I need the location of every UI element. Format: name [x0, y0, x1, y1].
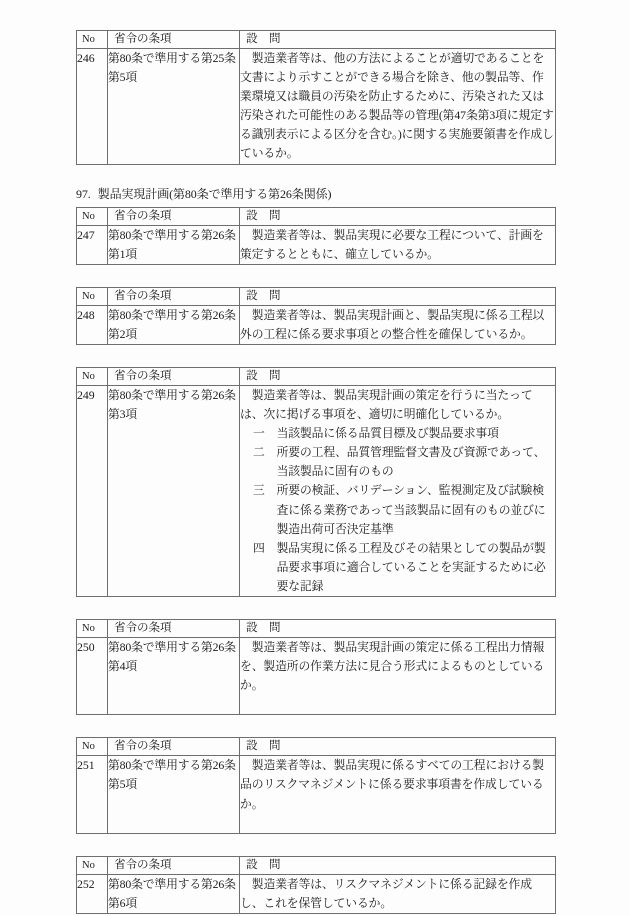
question-table — [76, 30, 556, 165]
list-item-marker: 三 — [252, 483, 265, 498]
question-table-block-246 — [76, 30, 556, 165]
list-item-marker: 四 — [252, 540, 265, 555]
header-question-char-1: 設 — [246, 209, 258, 222]
question-table-block-252 — [76, 856, 556, 914]
cell-no: 252 — [77, 874, 108, 913]
question-paragraph: 製造業者等は、製品実現計画の策定に係る工程出力情報を、製造所の作業方法に見合う形式によるものとしているか。 — [240, 639, 545, 693]
table-row — [77, 874, 556, 913]
table-row — [77, 305, 556, 344]
header-cell-question — [240, 856, 556, 874]
spacer — [76, 265, 556, 287]
list-item-text: 当該製品に係る品質目標及び製品要求事項 — [276, 426, 499, 441]
cell-no: 251 — [77, 756, 108, 833]
question-paragraph: 製造業者等は、製品実現に必要な工程について、計画を策定するとともに、確立しているか。 — [240, 227, 544, 261]
enumerated-item-list — [240, 424, 555, 596]
question-table — [76, 207, 556, 265]
list-item — [240, 481, 555, 538]
question-paragraph: 製造業者等は、リスクマネジメントに係る記録を作成し、これを保管しているか。 — [240, 876, 532, 910]
cell-question — [240, 756, 556, 833]
table-row — [77, 385, 556, 596]
header-question-char-2: 問 — [269, 289, 281, 302]
header-question-char-2: 問 — [269, 33, 281, 45]
spacer — [76, 834, 556, 856]
section-heading — [76, 187, 556, 202]
header-question-char-1: 設 — [246, 33, 258, 45]
header-question-char-2: 問 — [269, 740, 281, 753]
section-heading-title: 製品実現計画(第80条で準用する第26条関係) — [97, 186, 332, 201]
section-heading-number: 97. — [76, 186, 91, 201]
header-cell-no: No — [77, 856, 108, 874]
table-header-row — [77, 31, 556, 49]
header-cell-article: 省令の条項 — [108, 619, 240, 637]
question-table — [76, 737, 556, 833]
header-question-char-2: 問 — [269, 621, 281, 634]
question-paragraph: 製造業者等は、製品実現計画と、製品実現に係る工程以外の工程に係る要求事項との整合性を確保しているか。 — [240, 307, 545, 341]
cell-article: 第80条で準用する第26条第6項 — [108, 874, 240, 913]
header-cell-question — [240, 31, 556, 49]
question-table-block-247 — [76, 207, 556, 265]
question-table — [76, 287, 556, 345]
table-row — [77, 225, 556, 264]
header-question-char-1: 設 — [246, 740, 258, 753]
cell-question — [240, 305, 556, 344]
header-question-char-1: 設 — [246, 289, 258, 302]
table-header-row — [77, 738, 556, 756]
row-height-filler — [240, 814, 555, 833]
cell-question — [240, 385, 556, 596]
header-cell-question — [240, 738, 556, 756]
cell-article: 第80条で準用する第25条第5項 — [108, 49, 240, 165]
cell-no: 246 — [77, 49, 108, 165]
table-header-row — [77, 207, 556, 225]
list-item-text: 製品実現に係る工程及びその結果としての製品が製品要求事項に適合していることを実証するために必要な記録 — [276, 540, 546, 593]
header-cell-question — [240, 619, 556, 637]
cell-no: 250 — [77, 637, 108, 714]
header-question-char-1: 設 — [246, 858, 258, 871]
spacer — [76, 597, 556, 619]
cell-no: 249 — [77, 385, 108, 596]
question-paragraph: 製造業者等は、製品実現計画の策定を行うに当たっては、次に掲げる事項を、適切に明確化しているか。 — [240, 387, 533, 422]
header-cell-article: 省令の条項 — [108, 738, 240, 756]
table-header-row — [77, 287, 556, 305]
list-item-marker: 一 — [252, 426, 265, 441]
cell-article: 第80条で準用する第26条第5項 — [108, 756, 240, 833]
spacer — [76, 715, 556, 737]
header-cell-article: 省令の条項 — [108, 207, 240, 225]
header-cell-question — [240, 367, 556, 385]
question-paragraph: 製造業者等は、製品実現に係るすべての工程における製品のリスクマネジメントに係る要求事項書を作成しているか。 — [240, 758, 544, 811]
header-question-char-2: 問 — [269, 209, 281, 222]
header-cell-no: No — [77, 207, 108, 225]
header-cell-article: 省令の条項 — [108, 367, 240, 385]
table-row — [77, 637, 556, 714]
spacer — [76, 165, 556, 187]
question-table-block-250 — [76, 619, 556, 715]
header-cell-article: 省令の条項 — [108, 31, 240, 49]
question-paragraph: 製造業者等は、他の方法によることが適切であることを文書により示すことができる場合を除き、他の製品等、作業環境又は職員の汚染を防止するために、汚染された又は汚染された可能性のある製品等の管理(第47条第3項に規定する識別表示による区分を含む。)に関する実施要領書を作成しているか。 — [240, 51, 554, 161]
header-question-char-2: 問 — [269, 369, 281, 382]
header-question-char-1: 設 — [246, 369, 258, 382]
table-header-row — [77, 619, 556, 637]
list-item-marker: 二 — [252, 445, 265, 460]
cell-article: 第80条で準用する第26条第2項 — [108, 305, 240, 344]
table-header-row — [77, 367, 556, 385]
list-item — [240, 424, 555, 443]
header-cell-no: No — [77, 738, 108, 756]
header-cell-article: 省令の条項 — [108, 856, 240, 874]
question-table-block-251 — [76, 737, 556, 833]
row-height-filler — [240, 695, 555, 714]
header-cell-no: No — [77, 619, 108, 637]
cell-question — [240, 49, 556, 165]
header-cell-question — [240, 207, 556, 225]
cell-no: 248 — [77, 305, 108, 344]
header-cell-no: No — [77, 31, 108, 49]
list-item — [240, 539, 555, 596]
header-question-char-1: 設 — [246, 621, 258, 634]
cell-article: 第80条で準用する第26条第3項 — [108, 385, 240, 596]
question-table — [76, 619, 556, 715]
list-item — [240, 443, 555, 481]
list-item-text: 所要の工程、品質管理監督文書及び資源であって、当該製品に固有のもの — [276, 445, 546, 479]
cell-article: 第80条で準用する第26条第1項 — [108, 225, 240, 264]
header-cell-no: No — [77, 367, 108, 385]
table-row — [77, 49, 556, 165]
header-cell-question — [240, 287, 556, 305]
question-table-block-249 — [76, 367, 556, 597]
header-question-char-2: 問 — [269, 858, 281, 871]
list-item-text: 所要の検証、バリデーション、監視測定及び試験検査に係る業務であって当該製品に固有のもの並びに製造出荷可否決定基準 — [276, 483, 546, 536]
question-table — [76, 856, 556, 914]
header-cell-article: 省令の条項 — [108, 287, 240, 305]
table-header-row — [77, 856, 556, 874]
cell-question — [240, 874, 556, 913]
cell-question — [240, 225, 556, 264]
cell-no: 247 — [77, 225, 108, 264]
cell-question — [240, 637, 556, 714]
table-row — [77, 756, 556, 833]
question-table — [76, 367, 556, 597]
spacer — [76, 345, 556, 367]
question-table-block-248 — [76, 287, 556, 345]
header-cell-no: No — [77, 287, 108, 305]
cell-article: 第80条で準用する第26条第4項 — [108, 637, 240, 714]
